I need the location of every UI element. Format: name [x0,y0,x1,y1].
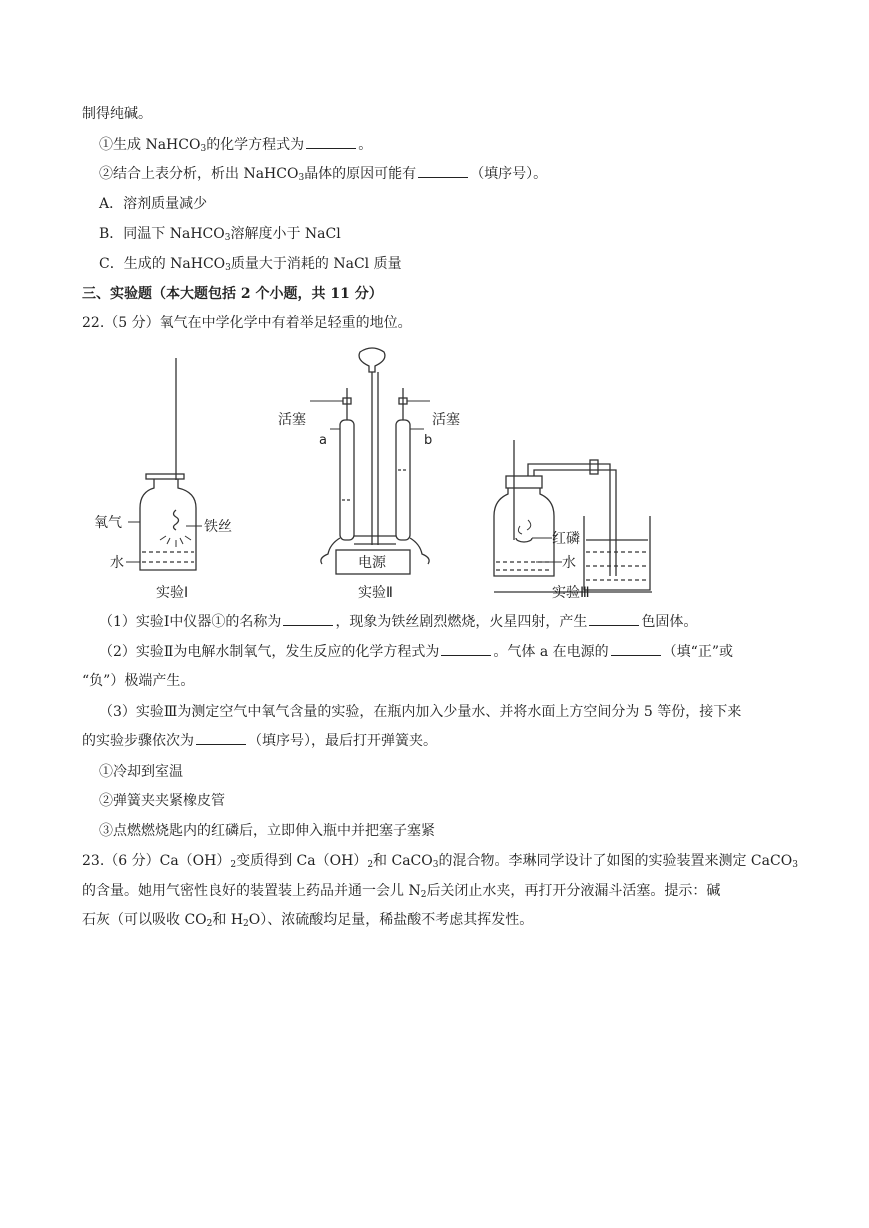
experiment-figure [90,340,670,605]
q22-part2: （2）实验Ⅱ为电解水制氧气，发生反应的化学方程式为 。气体 a 在电源的 （填“正”或 [99,644,733,660]
q22-step2: ②弹簧夹夹紧橡皮管 [99,793,225,809]
q21-option-c: C．生成的 NaHCO$_3$质量大于消耗的 NaCl 质量 [99,256,402,273]
q21-item1: ①生成 NaHCO$_3$的化学方程式为 。 [99,137,373,154]
answer-blank[interactable] [589,612,639,626]
label-stopcock-left: 活塞 [278,412,306,428]
q22-part2-cont: “负”）极端产生。 [82,673,195,689]
q21-item2: ②结合上表分析，析出 NaHCO$_3$晶体的原因可能有 （填序号）。 [99,166,548,183]
section-heading: 三、实验题（本大题包括 2 个小题，共 11 分） [82,286,383,302]
experiment-2-diagram [278,348,460,601]
q22-title: 22.（5 分）氧气在中学化学中有着举足轻重的地位。 [82,315,412,331]
label-exp-2: 实验Ⅱ [358,585,393,601]
q23-line2: 的含量。她用气密性良好的装置装上药品并通一会儿 $N_2$后关闭止水夹，再打开分液漏斗活塞。提示：碱 [82,883,721,900]
label-gas-b: b [424,433,433,448]
q23-line1: 23.（6 分）$Ca(OH)_2$变质得到 $Ca(OH)_2$和 CaCO$_3$的混合物。李琳同学设计了如图的实验装置来测定 CaCO$_3$ [82,853,798,870]
label-water-3: 水 [562,555,576,571]
q23-line3: 石灰（可以吸收 $CO_2$和 $H_2O$）、浓硫酸均足量，稀盐酸不考虑其挥发性。 [82,912,534,929]
q22-part3-cont: 的实验步骤依次为 （填序号），最后打开弹簧夹。 [82,733,437,749]
q22-step3: ③点燃燃烧匙内的红磷后，立即伸入瓶中并把塞子塞紧 [99,823,435,839]
q22-step1: ①冷却到室温 [99,764,183,780]
answer-blank[interactable] [306,135,356,149]
q21-option-b: B．同温下 NaHCO$_3$溶解度小于 NaCl [99,226,341,243]
q21-option-a: A．溶剂质量减少 [99,196,208,212]
label-red-phosphorus: 红磷 [552,531,580,547]
experiment-3-diagram [494,440,652,601]
q22-part1: （1）实验Ⅰ中仪器①的名称为 ，现象为铁丝剧烈燃烧，火星四射，产生 色固体。 [99,614,698,630]
q22-part3: （3）实验Ⅲ为测定空气中氧气含量的实验，在瓶内加入少量水、并将水面上方空间分为 5 等份，接下来 [99,704,742,720]
answer-blank[interactable] [283,612,333,626]
q21-line0: 制得纯碱。 [82,106,152,122]
label-water-1: 水 [110,555,124,571]
label-gas-a: a [319,433,327,448]
answer-blank[interactable] [418,164,468,178]
label-power: 电源 [358,555,386,571]
answer-blank[interactable] [441,642,491,656]
label-exp-1: 实验Ⅰ [156,585,189,601]
label-iron-wire: 铁丝 [204,519,232,535]
experiment-1-diagram [94,358,232,601]
answer-blank[interactable] [611,642,661,656]
label-stopcock-right: 活塞 [432,412,460,428]
label-oxygen: 氧气 [94,515,122,531]
answer-blank[interactable] [196,731,246,745]
label-exp-3: 实验Ⅲ [552,585,590,601]
